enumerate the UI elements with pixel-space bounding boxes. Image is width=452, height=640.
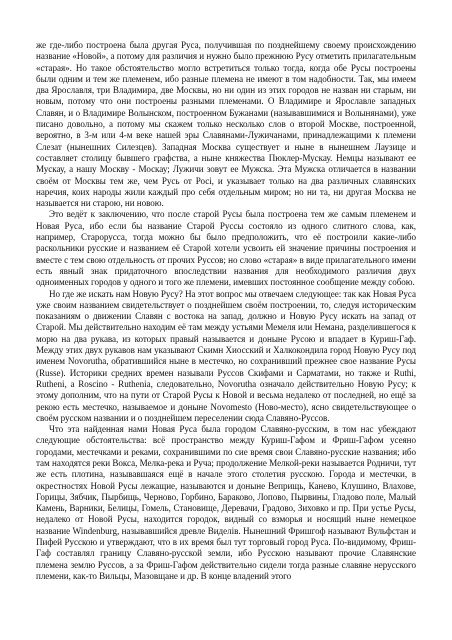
paragraph-1: же где-либо построена была другая Руса, получившая по позднейшему своему происхождению название «Новой», а потому для различия и нужно было прежнюю Русу отметить прилагательным «старая». Но такое обстоятельство могло встретиться только тогда, когда обе Русы построены были одним и тем же племенем, ибо разные племена не имеют в том надобности. Так, мы имеем два Ярославля, три Владимира, две Москвы, но ни один из этих городов не назван ни старым, ни новым, потому что они построены разными племенами. О Владимире и Ярославле западных Славян, и о Владимире Волынском, построенном Бужанами (называвшимися и Волынянами), уже писано довольно, а потому мы скажем только несколько слов о второй Москве, построенной, вероятно, в 3-м или 4-м веке нашей эры Славянами-Лужичанами, принадлежащими к племени Слезат (нынешних Силезцев). Западная Москва существует и ныне в нынешнем Лаузице и составляет столицу бывшего графства, а ныне княжества Пюклер-Мускау. Немцы называют ее Мускау, а нашу Москву - Москау; Лужичи зовут ее Мужска. Эта Мужска отличается в названии своём от Москвы тем же, чем Русь от Росі, и указывает только на два различных славянских наречия, коих народы жили каждый про себя отдельным миром; но ни та, ни другая Москва не называется ни старою, ни новою. <box>36 40 416 209</box>
paragraph-2: Это ведёт к заключению, что после старой Русы была построена тем же самым племенем и Новая Руса, ибо если бы название Старой Руссы состояло из одного слитного слова, как, например, Старорусса, тогда можно бы было предположить, что её построили какие-либо раскольники русские и названием её Старой хотели усвоить ей значение причины построения и вместе с тем свою отдельность от прочих Руссов; но слово «старая» в виде прилагательного имени есть явный знак придаточного впоследствии названия для необходимого различия двух одноименных городов у одного и того же племени, имевших постоянное сообщение между собою. <box>36 209 416 288</box>
paragraph-3: Но где же искать нам Новую Русу? На этот вопрос мы отвечаем следующее: так как Новая Руса уже своим названием свидетельствует о позднейшем своём построении, то, следуя историческим показаниям о движении Славян с востока на запад, должно и Новую Русу искать на запад от Старой. Мы действительно находим её там между устьями Мемеля или Немана, разделившегося к морю на два рукава, из которых правый называется и доныне Русою и впадает в Куриш-Гаф. Между этих двух рукавов нам указывают Скимн Хиосский и Халкокондила город Новую Русу под именем Novorutha, обратившийся ныне в местечко, но сохранивший прежнее свое название Русы (Russe). Историки средних времен называли Руссов Скифами и Сарматами, но также и Ruthi, Rutheni, а Roscino - Ruthenia, следовательно, Novorutha означало действительно Новую Русу; к этому дополним, что на пути от Старой Русы к Новой и весьма недалеко от последней, но ещё за рекою есть местечко, называемое и доныне Novomesto (Ново-место), ясно свидетельствующее о своём русском названии и о позднейшем переселении сюда Славяно-Руссов. <box>36 288 416 423</box>
paragraph-4: Что эта найденная нами Новая Руса была городом Славяно-русским, в том нас убеждают следующие обстоятельства: всё пространство между Куриш-Гафом и Фриш-Гафом усеяно городами, местечками и реками, сохранившими по сие время свои Славяно-русские названия; ибо там находятся реки Вокса, Мелка-река и Руча; продолжение Мелкой-реки называется Родничи, тут же есть плотина, называвшаяся ещё в начале этого столетия русскою. Города и местечки, в окрестностях Новой Русы лежащие, называются и доныне Веприщь, Канево, Клушино, Влахове, Горицы, Зябчик, Пырбищь, Черново, Горбино, Бараково, Лопово, Пырвины, Гладово поле, Малый Камень, Варники, Белицы, Гомель, Становище, Деревачи, Градово, Зиховко и пр. При устье Русы, недалеко от Новой Русы, находится городок, видный со взморья и носящий ныне немецкое название Windenburg, называвшийся древле Виделів. Нынешний Фришгоф называют Вульфстан и Пифей Русскою и утверждают, что в их время был тут торговый город Руса. По-видимому, Фриш-Гаф составлял границу Славяно-русской земли, ибо Русскою называют прочие Славянские племена землю Руссов, а за Фриш-Гафом действительно сидели тогда разные славяне нерусского племени, как-то Вильцы, Мазовщане и др. В конце владений этого <box>36 424 416 581</box>
